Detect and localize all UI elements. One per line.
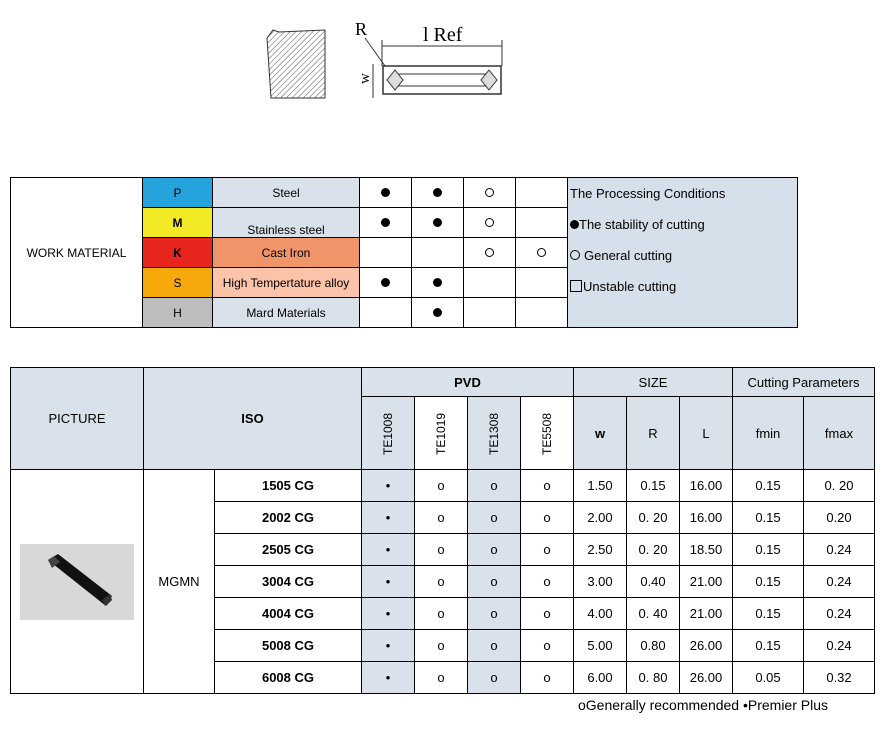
grade-cell: o [521, 534, 574, 566]
unstable-square-icon [570, 280, 582, 292]
legend-stable: The stability of cutting [579, 217, 705, 232]
grade-cell: o [468, 598, 521, 630]
fmax: 0.24 [804, 598, 875, 630]
size-r: 0. 20 [627, 502, 680, 534]
insert-picture [11, 470, 144, 694]
grade-cell: o [468, 630, 521, 662]
grade-cell: • [362, 630, 415, 662]
iso-code: 5008 CG [215, 630, 362, 662]
material-code: K [143, 238, 213, 268]
grade-mark [464, 208, 516, 238]
stable-dot-icon [381, 278, 390, 287]
grade-cell: o [521, 566, 574, 598]
grade-mark [516, 208, 568, 238]
width-label: w [357, 73, 373, 84]
picture-header: PICTURE [11, 368, 144, 470]
fmin: 0.05 [733, 662, 804, 694]
size-l: 21.00 [680, 598, 733, 630]
footnote: oGenerally recommended •Premier Plus [578, 697, 829, 713]
fmin: 0.15 [733, 470, 804, 502]
material-name: Mard Materials [213, 298, 360, 328]
fmax: 0.20 [804, 502, 875, 534]
work-material-header: WORK MATERIAL [11, 178, 143, 328]
grade-cell: o [415, 470, 468, 502]
grade-mark [412, 298, 464, 328]
pvd-header: PVD [362, 368, 574, 397]
size-r-header: R [627, 397, 680, 470]
grade-cell: o [415, 598, 468, 630]
grade-cell: • [362, 598, 415, 630]
fmax: 0.24 [804, 566, 875, 598]
stable-dot-icon [433, 188, 442, 197]
general-ring-icon [485, 188, 494, 197]
size-w: 1.50 [574, 470, 627, 502]
insert-profile-shape [267, 30, 325, 98]
iso-code: 4004 CG [215, 598, 362, 630]
insert-dimension-diagram [255, 10, 515, 105]
material-name: Stainless steel [213, 208, 360, 238]
fmin: 0.15 [733, 502, 804, 534]
iso-code: 6008 CG [215, 662, 362, 694]
grade-header: TE1019 [415, 397, 468, 470]
legend-unstable: Unstable cutting [583, 279, 677, 294]
size-w: 6.00 [574, 662, 627, 694]
size-w: 2.50 [574, 534, 627, 566]
material-name: Steel [213, 178, 360, 208]
fmin-header: fmin [733, 397, 804, 470]
size-r: 0. 40 [627, 598, 680, 630]
length-label: l Ref [423, 24, 463, 46]
grade-header: TE1308 [468, 397, 521, 470]
fmin: 0.15 [733, 534, 804, 566]
grade-mark [412, 268, 464, 298]
grade-mark [412, 238, 464, 268]
product-table [10, 367, 875, 694]
fmin: 0.15 [733, 630, 804, 662]
grade-cell: • [362, 502, 415, 534]
grade-header: TE5508 [521, 397, 574, 470]
material-code: M [143, 208, 213, 238]
grade-mark [360, 298, 412, 328]
fmin: 0.15 [733, 566, 804, 598]
material-code: P [143, 178, 213, 208]
size-w: 2.00 [574, 502, 627, 534]
material-name: High Tempertature alloy [213, 268, 360, 298]
grade-mark [464, 238, 516, 268]
iso-header: ISO [144, 368, 362, 470]
fmax: 0.24 [804, 534, 875, 566]
grade-cell: o [521, 502, 574, 534]
size-w-header: w [574, 397, 627, 470]
size-l: 18.50 [680, 534, 733, 566]
work-material-table [10, 177, 798, 328]
general-ring-icon [485, 218, 494, 227]
iso-code: 3004 CG [215, 566, 362, 598]
iso-code: 2002 CG [215, 502, 362, 534]
grade-cell: o [415, 566, 468, 598]
size-w: 5.00 [574, 630, 627, 662]
grade-cell: o [521, 630, 574, 662]
grade-cell: o [521, 598, 574, 630]
general-ring-icon [537, 248, 546, 257]
grade-cell: o [468, 534, 521, 566]
stable-dot-icon [433, 218, 442, 227]
fmax: 0. 20 [804, 470, 875, 502]
grade-mark [412, 178, 464, 208]
stable-dot-icon [433, 308, 442, 317]
table-row [11, 470, 875, 502]
general-ring-icon [570, 250, 580, 260]
stable-dot-icon [381, 188, 390, 197]
grade-mark [360, 208, 412, 238]
fmin: 0.15 [733, 598, 804, 630]
grade-mark [412, 208, 464, 238]
grade-cell: • [362, 566, 415, 598]
size-r: 0.15 [627, 470, 680, 502]
stable-dot-icon [570, 220, 579, 229]
fmax-header: fmax [804, 397, 875, 470]
grade-cell: o [521, 662, 574, 694]
size-r: 0.40 [627, 566, 680, 598]
size-l: 26.00 [680, 630, 733, 662]
grade-cell: o [415, 502, 468, 534]
grade-mark [516, 238, 568, 268]
iso-code: 1505 CG [215, 470, 362, 502]
size-l: 16.00 [680, 470, 733, 502]
size-r: 0. 20 [627, 534, 680, 566]
stable-dot-icon [433, 278, 442, 287]
size-r: 0.80 [627, 630, 680, 662]
grade-mark [464, 268, 516, 298]
grade-cell: o [468, 662, 521, 694]
grade-header: TE1008 [362, 397, 415, 470]
radius-label: R [355, 19, 368, 39]
grade-cell: o [415, 534, 468, 566]
grade-cell: o [468, 566, 521, 598]
stable-dot-icon [381, 218, 390, 227]
grade-mark [360, 268, 412, 298]
grade-cell: o [415, 630, 468, 662]
general-ring-icon [485, 248, 494, 257]
grade-cell: o [415, 662, 468, 694]
grade-cell: • [362, 534, 415, 566]
grade-mark [516, 178, 568, 208]
size-w: 4.00 [574, 598, 627, 630]
grade-mark [360, 178, 412, 208]
grade-mark [464, 298, 516, 328]
grade-cell: • [362, 470, 415, 502]
processing-conditions-legend [568, 178, 798, 328]
size-l: 21.00 [680, 566, 733, 598]
grade-mark [360, 238, 412, 268]
iso-code: 2505 CG [215, 534, 362, 566]
size-w: 3.00 [574, 566, 627, 598]
material-code: H [143, 298, 213, 328]
grade-cell: • [362, 662, 415, 694]
size-r: 0. 80 [627, 662, 680, 694]
size-header: SIZE [574, 368, 733, 397]
size-l: 26.00 [680, 662, 733, 694]
series-label: MGMN [144, 470, 215, 694]
size-l: 16.00 [680, 502, 733, 534]
grade-mark [464, 178, 516, 208]
fmax: 0.24 [804, 630, 875, 662]
params-header: Cutting Parameters [733, 368, 875, 397]
legend-general: General cutting [584, 248, 673, 263]
fmax: 0.32 [804, 662, 875, 694]
grade-cell: o [468, 502, 521, 534]
conditions-title: The Processing Conditions [570, 186, 726, 201]
grade-mark [516, 268, 568, 298]
material-row [11, 178, 798, 208]
material-code: S [143, 268, 213, 298]
material-name: Cast Iron [213, 238, 360, 268]
grade-cell: o [521, 470, 574, 502]
size-l-header: L [680, 397, 733, 470]
grade-cell: o [468, 470, 521, 502]
insert-image [20, 544, 134, 620]
grade-mark [516, 298, 568, 328]
